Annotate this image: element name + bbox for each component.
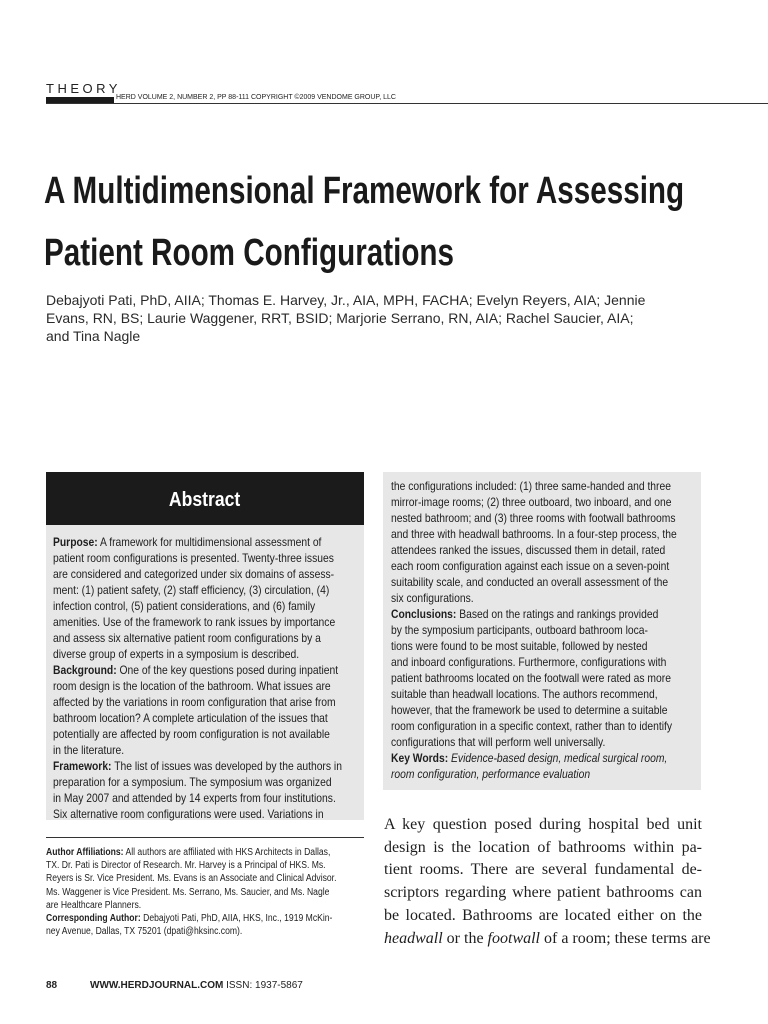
text-line [391,542,677,558]
body-line [384,859,702,882]
abstract-right-column [391,478,677,782]
text-line [53,646,342,662]
footer-issn: ISSN: 1937-5867 [223,980,303,991]
author-line: Debajyoti Pati, PhD, AIIA; Thomas E. Harvey, Jr., AIA, MPH, FACHA; Evelyn Reyers, AIA; Jennie [46,292,646,308]
line-text: The list of issues was developed by the authors in [111,759,342,773]
section-label: Corresponding Author: [46,913,141,925]
text-line [391,478,677,494]
text-line [391,686,677,702]
text-line [391,494,677,510]
body-line [384,837,702,860]
text-line [391,622,677,638]
body-text-run: be located. Bathrooms are located either on the [384,906,702,924]
text-line [53,566,342,582]
footer-website: WWW.HERDJOURNAL.COM [90,980,224,991]
author-affiliations [46,846,336,938]
text-line [391,734,677,750]
text-line [53,614,342,630]
line-text: patient room configurations is presented. Twenty-three issues [53,551,334,565]
body-text-run: A key question posed during hospital bed unit [384,816,702,833]
emphasis-term: footwall [487,929,540,947]
line-text: room configuration in a specific context, rather than to identify [391,719,673,733]
body-line [384,905,702,928]
text-line [53,806,342,822]
text-line [391,638,677,654]
abstract-left-column [53,534,342,822]
line-text: potentially are affected by room configuration is not available [53,727,330,741]
line-text: room design is the location of the bathroom. What issues are [53,679,331,693]
line-text: Based on the ratings and rankings provided [456,607,659,621]
body-text-run: of a room; these terms are [540,929,711,947]
author-line: and Tina Nagle [46,328,141,344]
text-line [53,790,342,806]
body-line [384,814,702,837]
line-text: ney Avenue, Dallas, TX 75201 (dpati@hksinc.com). [46,926,243,938]
line-text: Ms. Waggener is Vice President. Ms. Serrano, Ms. Saucier, and Ms. Nagle [46,886,330,898]
section-label: Conclusions: [391,607,457,621]
line-text: affected by the variations in room configuration that arise from [53,695,336,709]
line-text: in May 2007 and attended by 14 experts from four institutions. [53,791,336,805]
text-line [391,574,677,590]
line-text: A framework for multidimensional assessment of [97,535,322,549]
line-text: Six alternative room configurations were used. Variations in [53,807,324,821]
text-line [53,534,342,550]
section-label: Framework: [53,759,112,773]
text-line [391,750,677,766]
section-label: THEORY [46,81,121,96]
text-line [391,718,677,734]
text-line [46,912,336,925]
text-line [391,526,677,542]
line-text: amenities. Use of the framework to rank issues by importance [53,615,336,629]
line-text: TX. Dr. Pati is Director of Research. Mr. Harvey is a Principal of HKS. Ms. [46,860,326,872]
text-line [391,606,677,622]
text-line [53,678,342,694]
text-line [46,872,336,885]
line-text: in the literature. [53,743,125,757]
line-text: suitability scale, and conducted an overall assessment of the [391,575,669,589]
text-line [391,670,677,686]
line-text: Debajyoti Pati, PhD, AIIA, HKS, Inc., 1919 McKin- [140,913,333,925]
text-line [391,766,677,782]
body-text-run: scriptors regarding where patient bathrooms can [384,884,702,902]
section-label: Author Affiliations: [46,847,124,858]
body-text-run: or the [442,929,488,947]
line-text: attendees ranked the issues, discussed them in detail, rated [391,543,666,557]
text-line [53,726,342,742]
text-line [53,774,342,790]
body-line [384,928,711,951]
keywords-text: Evidence-based design, medical surgical room, [451,751,668,765]
text-line [53,662,342,678]
text-line [391,590,677,606]
article-title [44,160,685,284]
line-text: Reyers is Sr. Vice President. Ms. Evans is an Associate and Clinical Advisor. [46,873,337,885]
author-line: Evans, RN, BS; Laurie Waggener, RRT, BSID; Marjorie Serrano, RN, AIA; Rachel Saucier, AIA; [46,310,634,326]
line-text: All authors are affiliated with HKS Architects in Dallas, [123,847,331,858]
journal-info: HERD VOLUME 2, NUMBER 2, PP 88-111 COPYRIGHT ©2009 VENDOME GROUP, LLC [116,94,396,101]
keywords-text: room configuration, performance evaluation [391,767,591,781]
text-line [46,899,336,912]
body-text-run: tient rooms. There are several fundamental de- [384,861,702,879]
line-text: are Healthcare Planners. [46,899,142,911]
text-line [46,886,336,899]
footer-journal-info [90,980,303,991]
line-text: and assess six alternative patient room configurations by a [53,631,321,645]
abstract-heading-text: Abstract [169,489,241,511]
line-text: One of the key questions posed during inpatient [116,663,339,677]
text-line [391,702,677,718]
affiliations-rule [46,837,364,838]
section-label: Key Words: [391,751,449,765]
text-line [46,846,336,859]
line-text: tions were found to be most suitable, followed by nested [391,639,648,653]
title-line-2: Patient Room Configurations [44,232,455,274]
line-text: ment: (1) patient safety, (2) staff efficiency, (3) circulation, (4) [53,583,330,597]
line-text: diverse group of experts in a symposium is described. [53,647,300,661]
page-number: 88 [46,980,58,991]
author-list [46,291,706,345]
text-line [53,742,342,758]
line-text: patient bathrooms located on the footwall were rated as more [391,671,671,685]
body-line [384,882,702,905]
text-line [46,925,336,938]
text-line [53,550,342,566]
line-text: and inboard configurations. Furthermore, configurations with [391,655,667,669]
text-line [53,710,342,726]
title-line-1: A Multidimensional Framework for Assessing [44,170,685,212]
body-text [384,814,711,950]
abstract-heading [46,472,364,525]
line-text: and three with headwall bathrooms. In a four-step process, the [391,527,677,541]
text-line [391,510,677,526]
line-text: six configurations. [391,591,474,605]
text-line [53,598,342,614]
line-text: the configurations included: (1) three same-handed and three [391,479,671,493]
header-rule [46,103,768,104]
line-text: configurations that will perform well universally. [391,735,606,749]
line-text: suitable than headwall locations. The authors recommend, [391,687,658,701]
line-text: each room configuration against each issue on a seven-point [391,559,670,573]
line-text: however, that the framework be used to determine a suitable [391,703,668,717]
line-text: are considered and categorized under six domains of assess- [53,567,335,581]
text-line [53,582,342,598]
section-label: Purpose: [53,535,98,549]
text-line [391,558,677,574]
line-text: nested bathroom; and (3) three rooms with footwall bathrooms [391,511,676,525]
line-text: by the symposium participants, outboard bathroom loca- [391,623,648,637]
text-line [46,859,336,872]
text-line [53,630,342,646]
body-text-run: design is the location of bathrooms within pa- [384,838,702,856]
line-text: bathroom location? A complete articulation of the issues that [53,711,328,725]
text-line [391,654,677,670]
text-line [53,694,342,710]
line-text: preparation for a symposium. The symposium was organized [53,775,332,789]
emphasis-term: headwall [384,929,443,947]
section-label: Background: [53,663,117,677]
line-text: infection control, (5) patient considerations, and (6) family [53,599,316,613]
line-text: mirror-image rooms; (2) three outboard, two inboard, and one [391,495,672,509]
text-line [53,758,342,774]
